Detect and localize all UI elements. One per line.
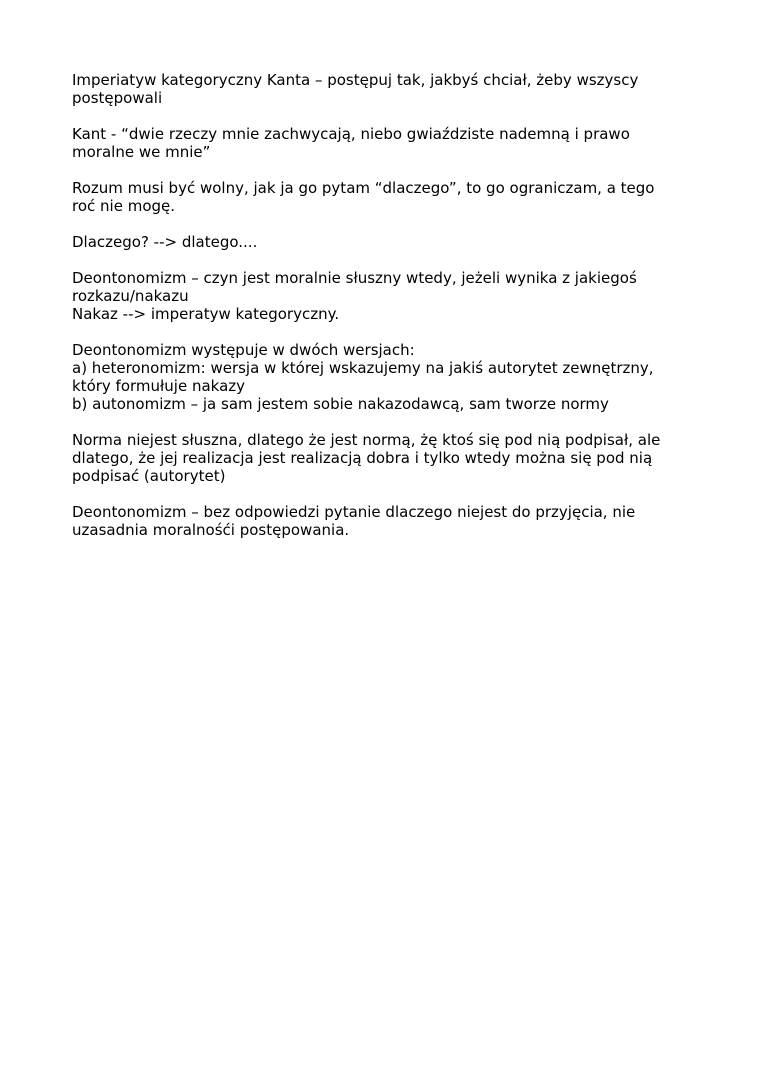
text-line: postępowali	[72, 89, 163, 107]
paragraph-free-reason	[72, 179, 692, 215]
paragraph-deontonomism-conclusion	[72, 503, 692, 539]
paragraph-kant-imperative	[72, 71, 692, 107]
text-line: Nakaz --> imperatyw kategoryczny.	[72, 305, 340, 323]
text-line: b) autonomizm – ja sam jestem sobie nakazodawcą, sam tworze normy	[72, 395, 609, 413]
text-line: a) heteronomizm: wersja w której wskazujemy na jakiś autorytet zewnętrzny,	[72, 359, 654, 377]
text-line: roć nie mogę.	[72, 197, 176, 215]
paragraph-norm	[72, 431, 692, 485]
text-line: Deontonomizm – czyn jest moralnie słuszny wtedy, jeżeli wynika z jakiegoś	[72, 269, 637, 287]
document-body	[72, 71, 692, 557]
text-line: Kant - “dwie rzeczy mnie zachwycają, niebo gwiaździste nademną i prawo	[72, 125, 630, 143]
text-line: Dlaczego? --> dlatego....	[72, 233, 258, 251]
paragraph-kant-quote	[72, 125, 692, 161]
text-line: podpisać (autorytet)	[72, 467, 226, 485]
paragraph-deontonomism-versions	[72, 341, 692, 413]
text-line: Deontonomizm występuje w dwóch wersjach:	[72, 341, 415, 359]
text-line: moralne we mnie”	[72, 143, 211, 161]
text-line: Norma niejest słuszna, dlatego że jest normą, żę ktoś się pod nią podpisał, ale	[72, 431, 661, 449]
paragraph-deontonomism-definition	[72, 269, 692, 323]
text-line: Imperiatyw kategoryczny Kanta – postępuj tak, jakbyś chciał, żeby wszyscy	[72, 71, 639, 89]
paragraph-why-because	[72, 233, 692, 251]
text-line: uzasadnia moralnośći postępowania.	[72, 521, 350, 539]
text-line: rozkazu/nakazu	[72, 287, 189, 305]
text-line: który formułuje nakazy	[72, 377, 246, 395]
text-line: Deontonomizm – bez odpowiedzi pytanie dlaczego niejest do przyjęcia, nie	[72, 503, 636, 521]
text-line: dlatego, że jej realizacja jest realizacją dobra i tylko wtedy można się pod nią	[72, 449, 653, 467]
text-line: Rozum musi być wolny, jak ja go pytam “dlaczego”, to go ograniczam, a tego	[72, 179, 655, 197]
